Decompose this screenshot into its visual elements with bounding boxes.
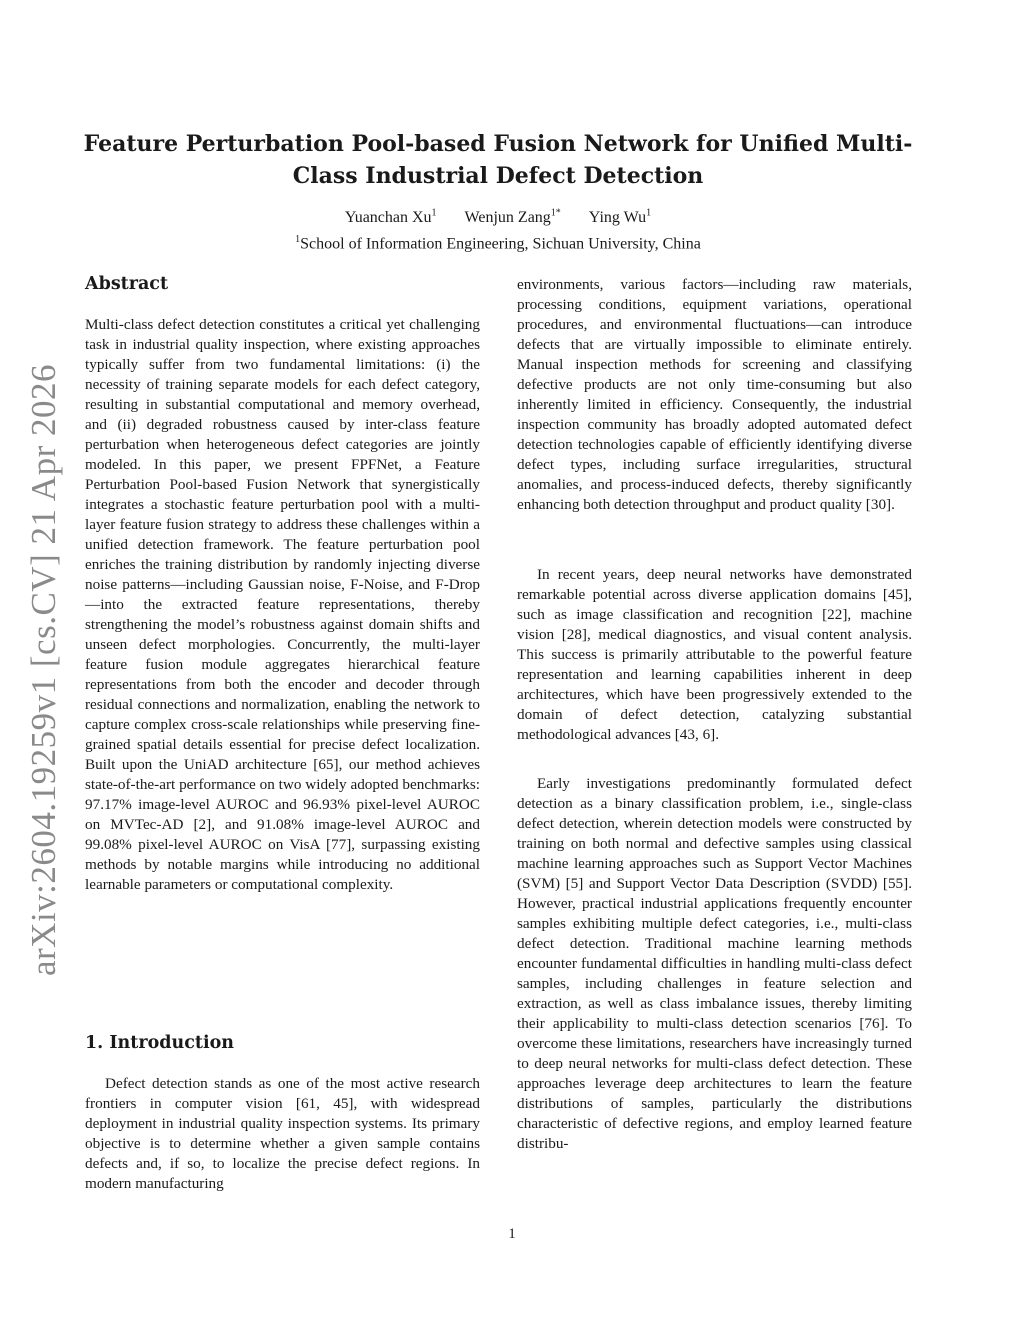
intro-paragraph-2: In recent years, deep neural networks have demonstrated remarkable potential across diverse application domains [45], such as image classification and recognition [22], machine vision [28], medical diagnostics, and visual content analysis. This success is primarily attributable to the powerful feature representation and learning capabilities inherent in deep architectures, which have been progressively extended to the domain of defect detection, catalyzing substantial methodological advances [43, 6]. bbox=[517, 566, 912, 743]
author-name bbox=[589, 209, 651, 226]
author-name bbox=[345, 209, 437, 226]
author-name-text: Yuanchan Xu bbox=[344, 209, 432, 227]
affiliation bbox=[60, 229, 936, 255]
abstract-heading: Abstract bbox=[85, 274, 169, 294]
author-affil-mark: 1 bbox=[646, 208, 652, 219]
author-name-text: Wenjun Zang bbox=[464, 209, 551, 227]
author-name bbox=[465, 209, 561, 226]
intro-paragraph-3: Early investigations predominantly formulated defect detection as a binary classification problem, i.e., single-class defect detection, wherein detection models were constructed by training on both normal and defective samples using classical machine learning approaches such as Support Vector Machines (SVM) [5] and Support Vector Data Description (SVDD) [55]. However, practical industrial applications frequently encounter samples exhibiting multiple defect categories, i.e., multi-class defect detection. Traditional machine learning methods encounter fundamental difficulties in handling multi-class defect samples, including challenges in feature selection and extraction, as well as class imbalance issues, thereby limiting their applicability to multi-class detection scenarios [76]. To overcome these limitations, researchers have increasingly turned to deep neural networks for multi-class defect detection. These approaches leverage deep architectures to learn the feature distributions of samples, particularly the distributions characteristic of defective regions, and employ learned feature distribu- bbox=[517, 775, 912, 1152]
page-number: 1 bbox=[508, 1226, 516, 1242]
author-affil-mark: 1 bbox=[431, 208, 437, 219]
abstract-text: Multi-class defect detection constitutes a critical yet challenging task in industrial quality inspection, where existing approaches typically suffer from two fundamental limitations: (i) the necessity of training separate models for each defect category, resulting in substantial computational and memory overhead, and (ii) degraded robustness caused by inter-class feature perturbation when heterogeneous defect categories are jointly modeled. In this paper, we present FPFNet, a Feature Perturbation Pool-based Fusion Network that synergistically integrates a stochastic feature perturbation pool with a multi-layer feature fusion strategy to address these challenges within a unified detection framework. The feature perturbation pool enriches the training distribution by randomly injecting diverse noise patterns—including Gaussian noise, F-Noise, and F-Drop—into the extracted feature representations, thereby strengthening the model’s robustness against domain shifts and unseen defect morphologies. Concurrently, the multi-layer feature fusion module aggregates hierarchical feature representations from both the encoder and decoder through residual connections and normalization, enabling the network to capture complex cross-scale relationships while preserving fine-grained spatial details essential for precise defect localization. Built upon the UniAD architecture [65], our method achieves state-of-the-art performance on two widely adopted benchmarks: 97.17% image-level AUROC and 96.93% pixel-level AUROC on MVTec-AD [2], and 91.08% image-level AUROC and 99.08% pixel-level AUROC on VisA [77], surpassing existing methods by notable margins while introducing no additional learnable parameters or computational complexity. bbox=[85, 316, 480, 893]
affiliation-text: School of Information Engineering, Sichuan University, China bbox=[300, 235, 701, 253]
intro-paragraph-1b: environments, various factors—including raw materials, processing conditions, equipment variations, operational procedures, and environmental fluctuations—can introduce defects that are virtually impossible to eliminate entirely. Manual inspection methods for screening and classifying defective products are not only time-consuming but also inherently limited in efficiency. Consequently, the industrial inspection community has broadly adopted automated defect detection technologies capable of efficiently identifying diverse defect types, including surface irregularities, structural anomalies, and process-induced defects, thereby significantly enhancing both detection throughput and product quality [30]. bbox=[517, 276, 912, 513]
author-affil-mark: 1* bbox=[550, 208, 561, 219]
arxiv-watermark: arXiv:2604.19259v1 [cs.CV] 21 Apr 2026 bbox=[24, 363, 63, 977]
author-name-text: Ying Wu bbox=[588, 209, 647, 227]
introduction-heading: 1. Introduction bbox=[85, 1033, 234, 1053]
paper-title: Feature Perturbation Pool-based Fusion Network for Unified Multi-Class Industrial Defect Detection bbox=[83, 131, 913, 189]
intro-paragraph-1a: Defect detection stands as one of the most active research frontiers in computer vision [61, 45], with widespread deployment in industrial quality inspection systems. Its primary objective is to determine whether a given sample contains defects and, if so, to localize the precise defect regions. In modern manufacturing bbox=[85, 1075, 480, 1192]
affiliation-mark: 1 bbox=[295, 234, 301, 245]
author-list bbox=[60, 203, 936, 229]
